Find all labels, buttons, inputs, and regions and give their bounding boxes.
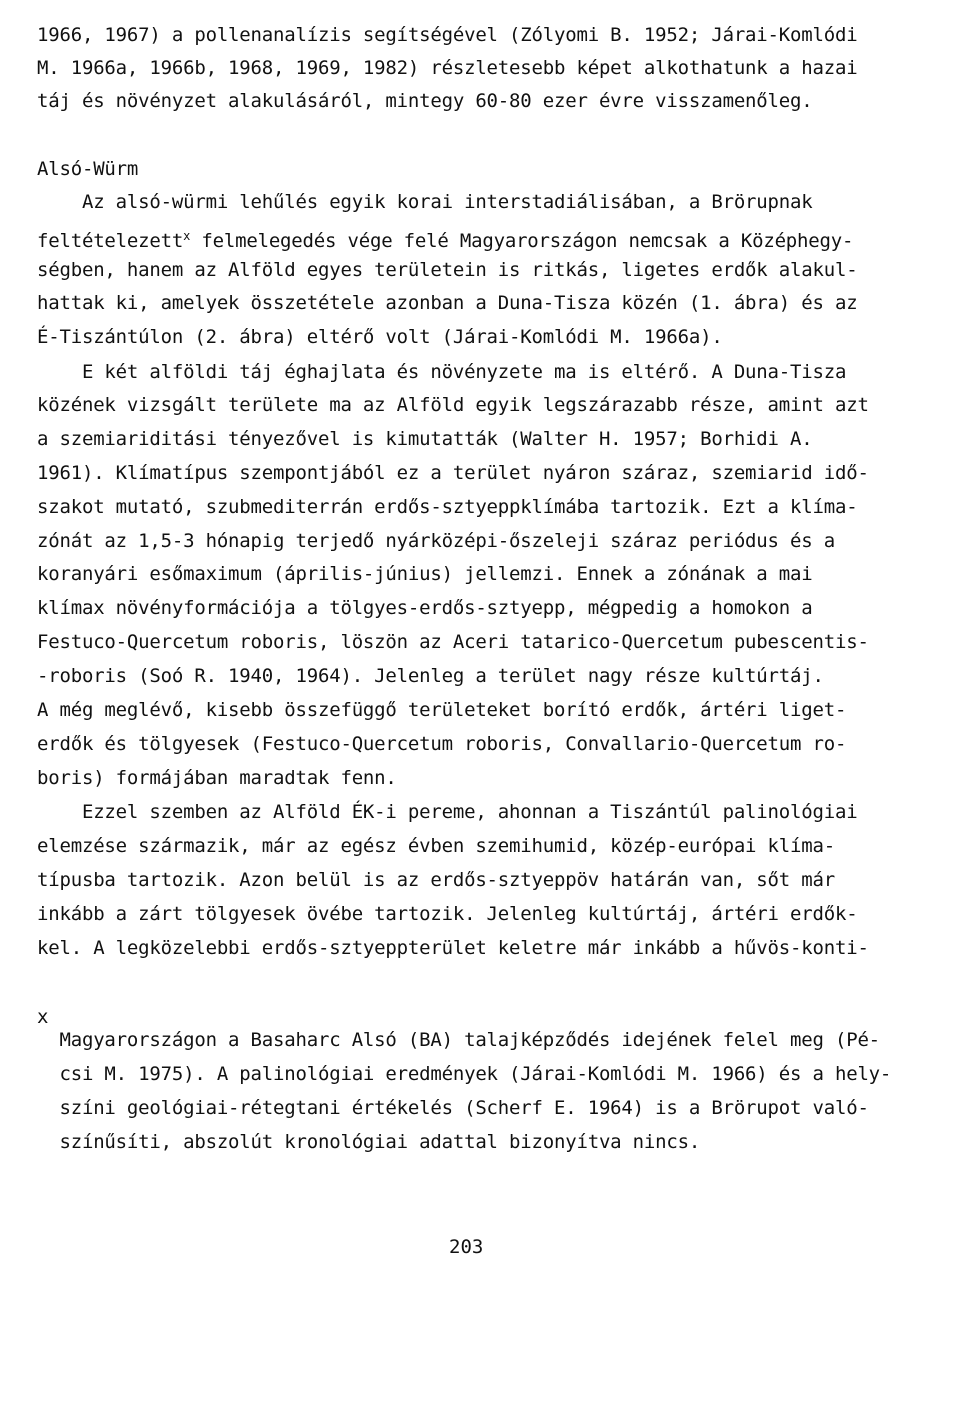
footnote-line: csi M. 1975). A palinológiai eredmények (Járai-Komlódi M. 1966) és a hely- [37, 1063, 892, 1085]
paragraph-line: klímax növényformációja a tölgyes-erdős-sztyepp, mégpedig a homokon a [37, 597, 813, 619]
intro-line: M. 1966a, 1966b, 1968, 1969, 1982) részletesebb képet alkothatunk a hazai [37, 57, 858, 79]
page-number: 203 [449, 1236, 484, 1258]
intro-line: 1966, 1967) a pollenanalízis segítségével (Zólyomi B. 1952; Járai-Komlódi [37, 24, 858, 46]
paragraph-line: Ezzel szemben az Alföld ÉK-i pereme, ahonnan a Tiszántúl palinológiai [37, 801, 858, 823]
section-heading: Alsó-Würm [37, 158, 139, 180]
paragraph-line: 1961). Klímatípus szempontjából ez a terület nyáron száraz, szemiarid idő- [37, 462, 869, 484]
paragraph-text: felmelegedés vége felé Magyarországon nemcsak a Középhegy- [190, 230, 854, 252]
paragraph-text: feltételezett [37, 230, 184, 252]
paragraph-line: közének vizsgált területe ma az Alföld egyik legszárazabb része, amint azt [37, 394, 869, 416]
footnote-line: Magyarországon a Basaharc Alsó (BA) talajképződés idejének felel meg (Pé- [37, 1029, 880, 1051]
paragraph-line: É-Tiszántúlon (2. ábra) eltérő volt (Járai-Komlódi M. 1966a). [37, 326, 723, 348]
paragraph-line: zónát az 1,5-3 hónapig terjedő nyárközépi-őszeleji száraz periódus és a [37, 530, 835, 552]
paragraph-line: koranyári esőmaximum (április-június) jellemzi. Ennek a zónának a mai [37, 563, 813, 585]
paragraph-line: Az alsó-würmi lehűlés egyik korai interstadiálisában, a Brörupnak [37, 191, 813, 213]
paragraph-line: típusba tartozik. Azon belül is az erdős-sztyeppöv határán van, sőt már [37, 869, 835, 891]
paragraph-line: boris) formájában maradtak fenn. [37, 767, 397, 789]
paragraph-line: erdők és tölgyesek (Festuco-Quercetum roboris, Convallario-Quercetum ro- [37, 733, 847, 755]
paragraph-line: -roboris (Soó R. 1940, 1964). Jelenleg a terület nagy része kultúrtáj. [37, 665, 824, 687]
footnote-marker: x [37, 1006, 49, 1028]
paragraph-line: kel. A legközelebbi erdős-sztyeppterület keletre már inkább a hűvös-konti- [37, 937, 869, 959]
paragraph-line [37, 225, 853, 252]
paragraph-line: hattak ki, amelyek összetétele azonban a Duna-Tisza közén (1. ábra) és az [37, 292, 858, 314]
intro-line: táj és növényzet alakulásáról, mintegy 60-80 ezer évre visszamenőleg. [37, 90, 813, 112]
paragraph-line: inkább a zárt tölgyesek övébe tartozik. Jelenleg kultúrtáj, ártéri erdők- [37, 903, 858, 925]
footnote-reference: x [183, 229, 191, 243]
paragraph-line: E két alföldi táj éghajlata és növényzete ma is eltérő. A Duna-Tisza [37, 361, 847, 383]
paragraph-line: elemzése származik, már az egész évben szemihumid, közép-európai klíma- [37, 835, 835, 857]
paragraph-line: szakot mutató, szubmediterrán erdős-sztyeppklímába tartozik. Ezt a klíma- [37, 496, 858, 518]
footnote-line: színi geológiai-rétegtani értékelés (Scherf E. 1964) is a Brörupot való- [37, 1097, 869, 1119]
paragraph-line: a szemiariditási tényezővel is kimutatták (Walter H. 1957; Borhidi A. [37, 428, 813, 450]
paragraph-line: Festuco-Quercetum roboris, löszön az Aceri tatarico-Quercetum pubescentis- [37, 631, 869, 653]
paragraph-line: A még meglévő, kisebb összefüggő területeket borító erdők, ártéri liget- [37, 699, 847, 721]
paragraph-line: ségben, hanem az Alföld egyes területein is ritkás, ligetes erdők alakul- [37, 259, 858, 281]
footnote-line: színűsíti, abszolút kronológiai adattal bizonyítva nincs. [37, 1131, 701, 1153]
